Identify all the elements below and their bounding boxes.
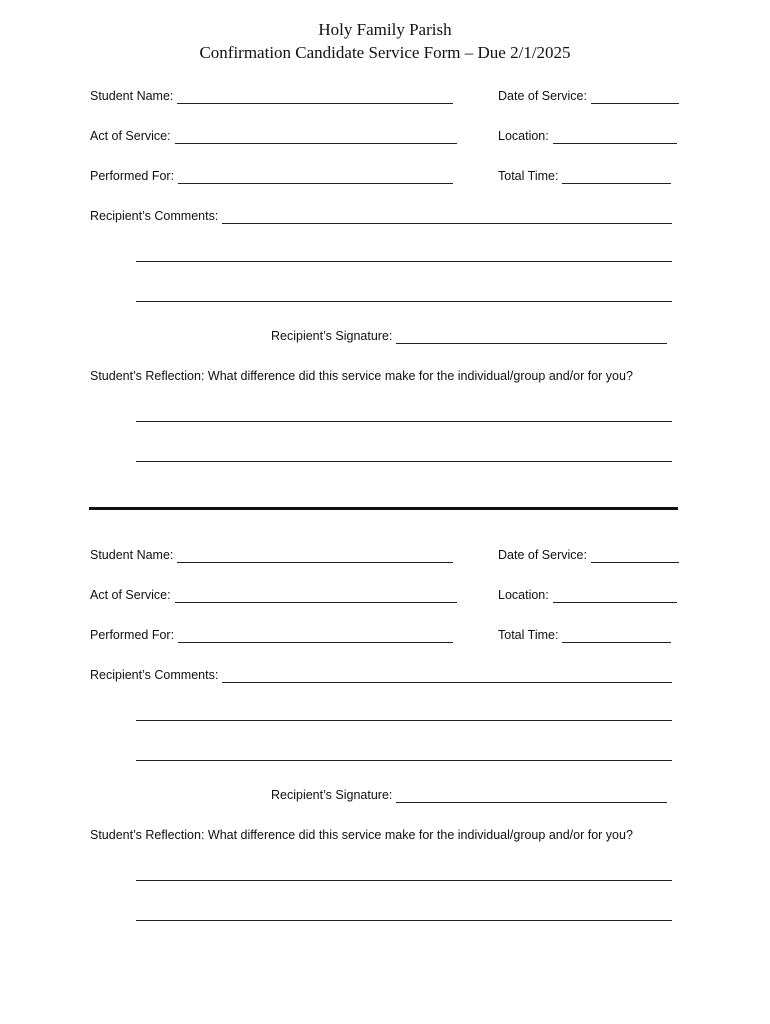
- recipient-signature-label: Recipient’s Signature:: [271, 788, 393, 802]
- student-name-field: [90, 88, 453, 104]
- student-name-line[interactable]: [177, 90, 453, 104]
- student-name-field: [90, 547, 453, 563]
- total-time-field: [498, 168, 671, 184]
- student-reflection-label: Student’s Reflection: What difference did this service make for the individual/group and/or for you?: [90, 828, 633, 842]
- performed-for-line[interactable]: [178, 170, 453, 184]
- recipient-signature-line[interactable]: [396, 789, 667, 803]
- location-line[interactable]: [553, 130, 677, 144]
- recipient-comments-line[interactable]: [222, 669, 672, 683]
- reflection-blank-line-1[interactable]: [136, 880, 672, 881]
- act-of-service-line[interactable]: [175, 589, 457, 603]
- recipient-signature-field: [271, 787, 667, 803]
- date-of-service-line[interactable]: [591, 549, 679, 563]
- comments-blank-line-1[interactable]: [136, 261, 672, 262]
- parish-name: Holy Family Parish: [318, 20, 452, 39]
- form-title: Confirmation Candidate Service Form – Due 2/1/2025: [199, 43, 571, 62]
- performed-for-label: Performed For:: [90, 628, 175, 642]
- recipient-signature-label: Recipient’s Signature:: [271, 329, 393, 343]
- recipient-comments-label: Recipient’s Comments:: [90, 668, 219, 682]
- student-name-label: Student Name:: [90, 89, 174, 103]
- recipient-comments-field: [90, 667, 672, 683]
- location-label: Location:: [498, 129, 549, 143]
- recipient-comments-label: Recipient’s Comments:: [90, 209, 219, 223]
- total-time-line[interactable]: [562, 170, 671, 184]
- date-of-service-field: [498, 88, 679, 104]
- reflection-blank-line-2[interactable]: [136, 920, 672, 921]
- student-name-line[interactable]: [177, 549, 453, 563]
- performed-for-line[interactable]: [178, 629, 453, 643]
- act-of-service-field: [90, 128, 457, 144]
- location-label: Location:: [498, 588, 549, 602]
- reflection-blank-line-2[interactable]: [136, 461, 672, 462]
- comments-blank-line-2[interactable]: [136, 301, 672, 302]
- act-of-service-field: [90, 587, 457, 603]
- act-of-service-label: Act of Service:: [90, 129, 171, 143]
- total-time-line[interactable]: [562, 629, 671, 643]
- student-name-label: Student Name:: [90, 548, 174, 562]
- comments-blank-line-2[interactable]: [136, 760, 672, 761]
- reflection-blank-line-1[interactable]: [136, 421, 672, 422]
- performed-for-field: [90, 627, 453, 643]
- date-of-service-label: Date of Service:: [498, 548, 587, 562]
- comments-blank-line-1[interactable]: [136, 720, 672, 721]
- date-of-service-line[interactable]: [591, 90, 679, 104]
- total-time-field: [498, 627, 671, 643]
- section-divider: [89, 507, 678, 510]
- recipient-signature-line[interactable]: [396, 330, 667, 344]
- location-line[interactable]: [553, 589, 677, 603]
- student-reflection-label: Student’s Reflection: What difference did this service make for the individual/group and/or for you?: [90, 369, 633, 383]
- location-field: [498, 128, 677, 144]
- recipient-signature-field: [271, 328, 667, 344]
- total-time-label: Total Time:: [498, 628, 559, 642]
- performed-for-label: Performed For:: [90, 169, 175, 183]
- date-of-service-label: Date of Service:: [498, 89, 587, 103]
- act-of-service-label: Act of Service:: [90, 588, 171, 602]
- act-of-service-line[interactable]: [175, 130, 457, 144]
- date-of-service-field: [498, 547, 679, 563]
- location-field: [498, 587, 677, 603]
- recipient-comments-line[interactable]: [222, 210, 672, 224]
- recipient-comments-field: [90, 208, 672, 224]
- performed-for-field: [90, 168, 453, 184]
- total-time-label: Total Time:: [498, 169, 559, 183]
